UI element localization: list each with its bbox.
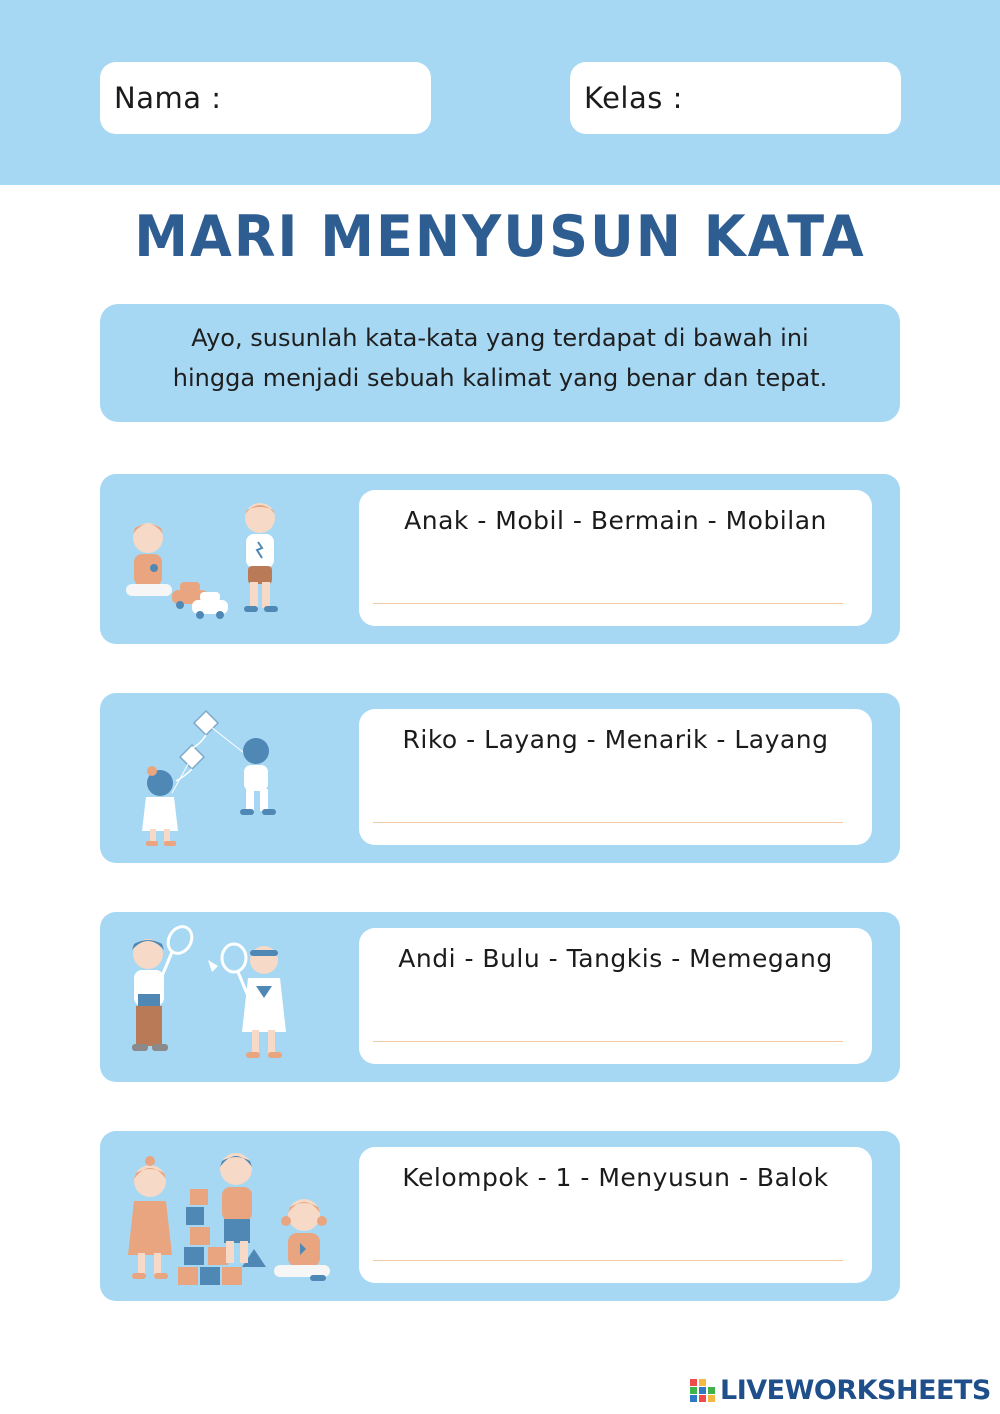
liveworksheets-logo-icon	[690, 1377, 716, 1403]
name-field[interactable]	[100, 62, 431, 134]
word-prompt-2: Riko - Layang - Menarik - Layang	[402, 725, 829, 754]
answer-card-4[interactable]	[359, 1147, 872, 1283]
word-prompt-1: Anak - Mobil - Bermain - Mobilan	[404, 506, 827, 535]
exercise-3	[100, 912, 900, 1082]
answer-line-4[interactable]	[373, 1260, 843, 1261]
children-toy-cars-illustration	[114, 482, 354, 636]
logo-text: LIVEWORKSHEETS	[720, 1374, 991, 1406]
word-prompt-3: Andi - Bulu - Tangkis - Memegang	[398, 944, 833, 973]
answer-card-3[interactable]	[359, 928, 872, 1064]
children-blocks-illustration	[114, 1139, 354, 1293]
children-kites-illustration	[114, 701, 354, 855]
instruction-box	[100, 304, 900, 422]
page-title: MARI MENYUSUN KATA	[134, 203, 866, 270]
instruction-line-2: hingga menjadi sebuah kalimat yang benar dan tepat.	[172, 364, 828, 392]
word-prompt-4: Kelompok - 1 - Menyusun - Balok	[402, 1163, 829, 1192]
instruction-line-1: Ayo, susunlah kata-kata yang terdapat di bawah ini	[191, 324, 809, 352]
class-label: Kelas :	[584, 81, 683, 115]
answer-card-2[interactable]	[359, 709, 872, 845]
exercise-1	[100, 474, 900, 644]
children-badminton-illustration	[114, 920, 354, 1074]
answer-line-1[interactable]	[373, 603, 843, 604]
class-field[interactable]	[570, 62, 901, 134]
name-label: Nama :	[114, 81, 222, 115]
exercise-4	[100, 1131, 900, 1301]
exercise-2	[100, 693, 900, 863]
liveworksheets-logo	[690, 1372, 991, 1408]
answer-line-3[interactable]	[373, 1041, 843, 1042]
answer-card-1[interactable]	[359, 490, 872, 626]
answer-line-2[interactable]	[373, 822, 843, 823]
